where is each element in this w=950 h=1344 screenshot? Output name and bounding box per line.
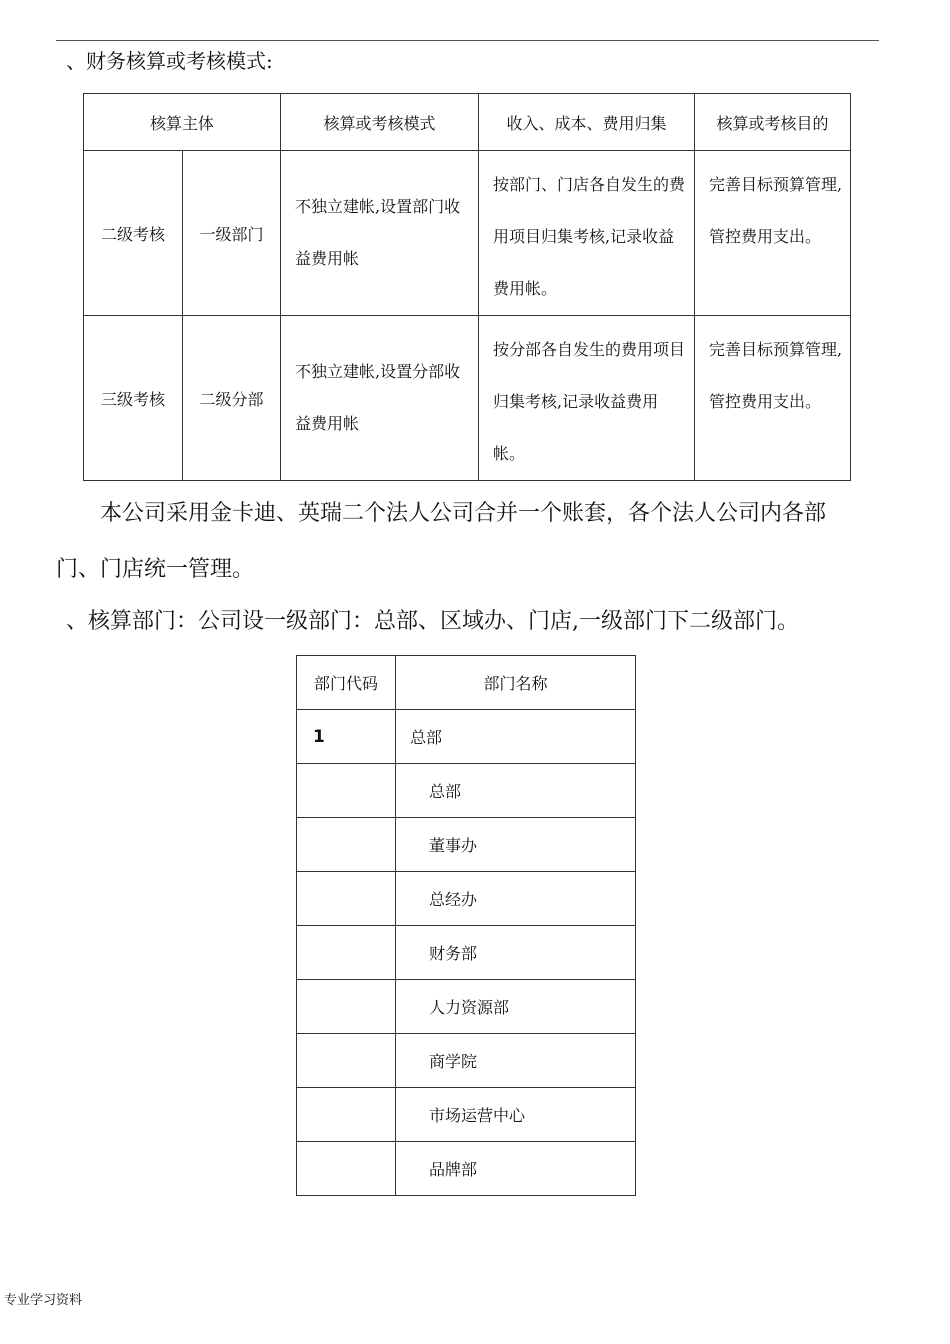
- dept-name: 商学院: [396, 1034, 636, 1088]
- dept-code: [297, 1088, 396, 1142]
- section-heading-accounting-mode: 、财务核算或考核模式:: [66, 49, 273, 73]
- cell-mode: 不独立建帐,设置部门收益费用帐: [281, 151, 479, 316]
- header-dept-code: 部门代码: [297, 656, 396, 710]
- dept-name: 董事办: [396, 818, 636, 872]
- dept-name: 人力资源部: [396, 980, 636, 1034]
- dept-code: [297, 764, 396, 818]
- dept-name: 财务部: [396, 926, 636, 980]
- cell-level: 三级考核: [84, 316, 183, 481]
- cell-purpose: 完善目标预算管理,管控费用支出。: [695, 151, 851, 316]
- header-mode: 核算或考核模式: [281, 94, 479, 151]
- dept-name: 品牌部: [396, 1142, 636, 1196]
- cell-collection: 按分部各自发生的费用项目归集考核,记录收益费用帐。: [479, 316, 695, 481]
- table-row: [297, 1142, 636, 1196]
- table-row: [297, 764, 636, 818]
- header-purpose: 核算或考核目的: [695, 94, 851, 151]
- table-row: [84, 151, 851, 316]
- table-row: [297, 872, 636, 926]
- dept-code: [297, 980, 396, 1034]
- table-row: [297, 980, 636, 1034]
- dept-code: 1: [297, 710, 396, 764]
- table-row: [297, 818, 636, 872]
- dept-name: 总经办: [396, 872, 636, 926]
- cell-level: 二级考核: [84, 151, 183, 316]
- paragraph-merged-account: 本公司采用金卡迪、英瑞二个法人公司合并一个账套，各个法人公司内各部门、门店统一管理。: [56, 501, 827, 582]
- dept-name: 总部: [396, 764, 636, 818]
- table-row: [297, 710, 636, 764]
- dept-name: 总部: [396, 710, 636, 764]
- table-row: [297, 1088, 636, 1142]
- dept-code: [297, 818, 396, 872]
- dept-code: [297, 1034, 396, 1088]
- accounting-mode-table: [83, 93, 851, 481]
- section-heading-accounting-departments: 、核算部门：公司设一级部门：总部、区域办、门店,一级部门下二级部门。: [66, 609, 799, 634]
- table-row: [84, 316, 851, 481]
- table-row: [297, 926, 636, 980]
- header-entity: 核算主体: [84, 94, 281, 151]
- header-dept-name: 部门名称: [396, 656, 636, 710]
- cell-collection: 按部门、门店各自发生的费用项目归集考核,记录收益费用帐。: [479, 151, 695, 316]
- dept-name: 市场运营中心: [396, 1088, 636, 1142]
- dept-code: [297, 926, 396, 980]
- page-footer: 专业学习资料: [4, 1293, 83, 1308]
- department-table: [296, 655, 636, 1196]
- cell-mode: 不独立建帐,设置分部收益费用帐: [281, 316, 479, 481]
- dept-code: [297, 1142, 396, 1196]
- mode-table-header: [84, 94, 851, 151]
- cell-unit: 一级部门: [183, 151, 281, 316]
- dept-table-header: [297, 656, 636, 710]
- dept-code: [297, 872, 396, 926]
- cell-unit: 二级分部: [183, 316, 281, 481]
- header-collection: 收入、成本、费用归集: [479, 94, 695, 151]
- table-row: [297, 1034, 636, 1088]
- top-rule: [56, 40, 879, 41]
- cell-purpose: 完善目标预算管理,管控费用支出。: [695, 316, 851, 481]
